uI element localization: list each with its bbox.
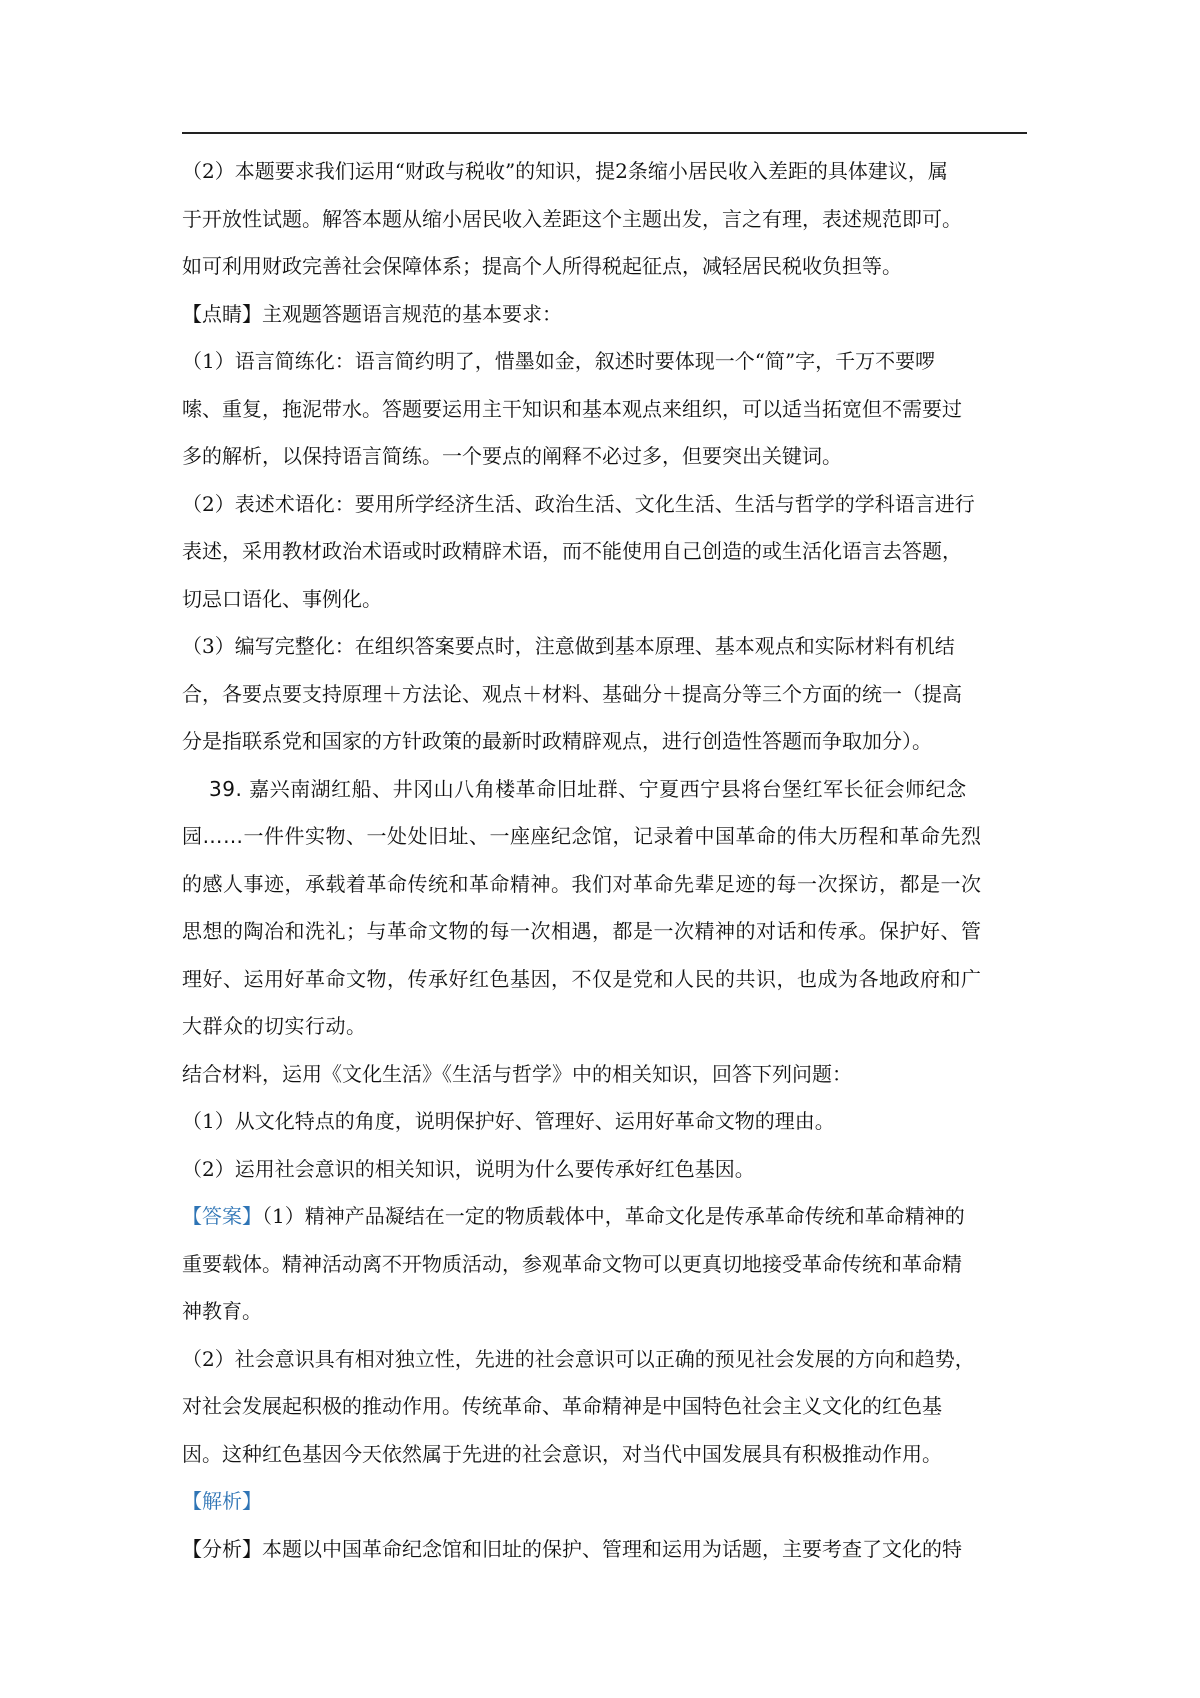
answer-first-line [182, 1193, 1030, 1241]
text-line: （1）语言简练化：语言简约明了，惜墨如金，叙述时要体现一个“简”字，千万不要啰 [182, 349, 936, 373]
answer-section [182, 1193, 1030, 1478]
answer-tag: 【答案】 [182, 1204, 262, 1228]
explain-tag: 【解析】 [182, 1489, 262, 1513]
header-rule [182, 132, 1027, 134]
text-line: 合，各要点要支持原理＋方法论、观点＋材料、基础分＋提高分等三个方面的统一（提高 [182, 681, 962, 706]
tips-item-3 [182, 623, 1030, 766]
text-line: 思想的陶冶和洗礼；与革命文物的每一次相遇，都是一次精神的对话和传承。保护好、管 [182, 919, 982, 943]
text-line: 神教育。 [182, 1299, 262, 1323]
question-39-sub-1: （1）从文化特点的角度，说明保护好、管理好、运用好革命文物的理由。 [182, 1109, 835, 1133]
text-line: 于开放性试题。解答本题从缩小居民收入差距这个主题出发，言之有理，表述规范即可。 [182, 206, 962, 231]
text-line: 的感人事迹，承载着革命传统和革命精神。我们对革命先辈足迹的每一次探访，都是一次 [182, 871, 982, 896]
question-39-sub-2: （2）运用社会意识的相关知识，说明为什么要传承好红色基因。 [182, 1156, 755, 1181]
question-39-prompt: 结合材料，运用《文化生活》《生活与哲学》中的相关知识，回答下列问题： [182, 1061, 852, 1086]
text-line: 39. 嘉兴南湖红船、井冈山八角楼革命旧址群、宁夏西宁县将台堡红军长征会师纪念 [209, 776, 967, 801]
text-line: 理好、运用好革命文物，传承好红色基因，不仅是党和人民的共识，也成为各地政府和广 [182, 966, 982, 991]
tips-heading: 【点睛】主观题答题语言规范的基本要求： [182, 301, 562, 326]
text-line: 园……一件件实物、一处处旧址、一座座纪念馆，记录着中国革命的伟大历程和革命先烈 [182, 824, 982, 848]
question-39-material [182, 766, 1030, 1051]
text-line: （2）社会意识具有相对独立性，先进的社会意识可以正确的预见社会发展的方向和趋势， [182, 1346, 975, 1371]
text-line: 多的解析，以保持语言简练。一个要点的阐释不必过多，但要突出关键词。 [182, 444, 842, 468]
text-line: 表述，采用教材政治术语或时政精辟术语，而不能使用自己创造的或生活化语言去答题， [182, 539, 962, 563]
answer-text: （1）精神产品凝结在一定的物质载体中，革命文化是传承革命传统和革命精神的 [262, 1204, 965, 1228]
tips-item-1 [182, 338, 1030, 481]
text-line: 大群众的切实行动。 [182, 1014, 367, 1038]
text-line: 分是指联系党和国家的方针政策的最新时政精辟观点，进行创造性答题而争取加分）。 [182, 729, 932, 753]
text-line: 嗦、重复，拖泥带水。答题要运用主干知识和基本观点来组织，可以适当拓宽但不需要过 [182, 396, 962, 421]
text-line: 重要载体。精神活动离不开物质活动，参观革命文物可以更真切地接受革命传统和革命精 [182, 1251, 962, 1276]
text-line: 切忌口语化、事例化。 [182, 586, 382, 611]
tips-item-2 [182, 481, 1030, 624]
text-line: （3）编写完整化：在组织答案要点时，注意做到基本原理、基本观点和实际材料有机结 [182, 634, 955, 658]
text-line: （2）表述术语化：要用所学经济生活、政治生活、文化生活、生活与哲学的学科语言进行 [182, 491, 975, 516]
text-line: 对社会发展起积极的推动作用。传统革命、革命精神是中国特色社会主义文化的红色基 [182, 1394, 942, 1418]
text-line: （2）本题要求我们运用“财政与税收”的知识，提2条缩小居民收入差距的具体建议，属 [182, 159, 948, 183]
text-line: 因。这种红色基因今天依然属于先进的社会意识，对当代中国发展具有积极推动作用。 [182, 1441, 942, 1466]
analysis-line: 【分析】本题以中国革命纪念馆和旧址的保护、管理和运用为话题，主要考查了文化的特 [182, 1536, 962, 1561]
text-line: 如可利用财政完善社会保障体系；提高个人所得税起征点，减轻居民税收负担等。 [182, 254, 902, 278]
analysis-q2-paragraph [182, 148, 1030, 291]
document-body [182, 148, 1030, 1573]
